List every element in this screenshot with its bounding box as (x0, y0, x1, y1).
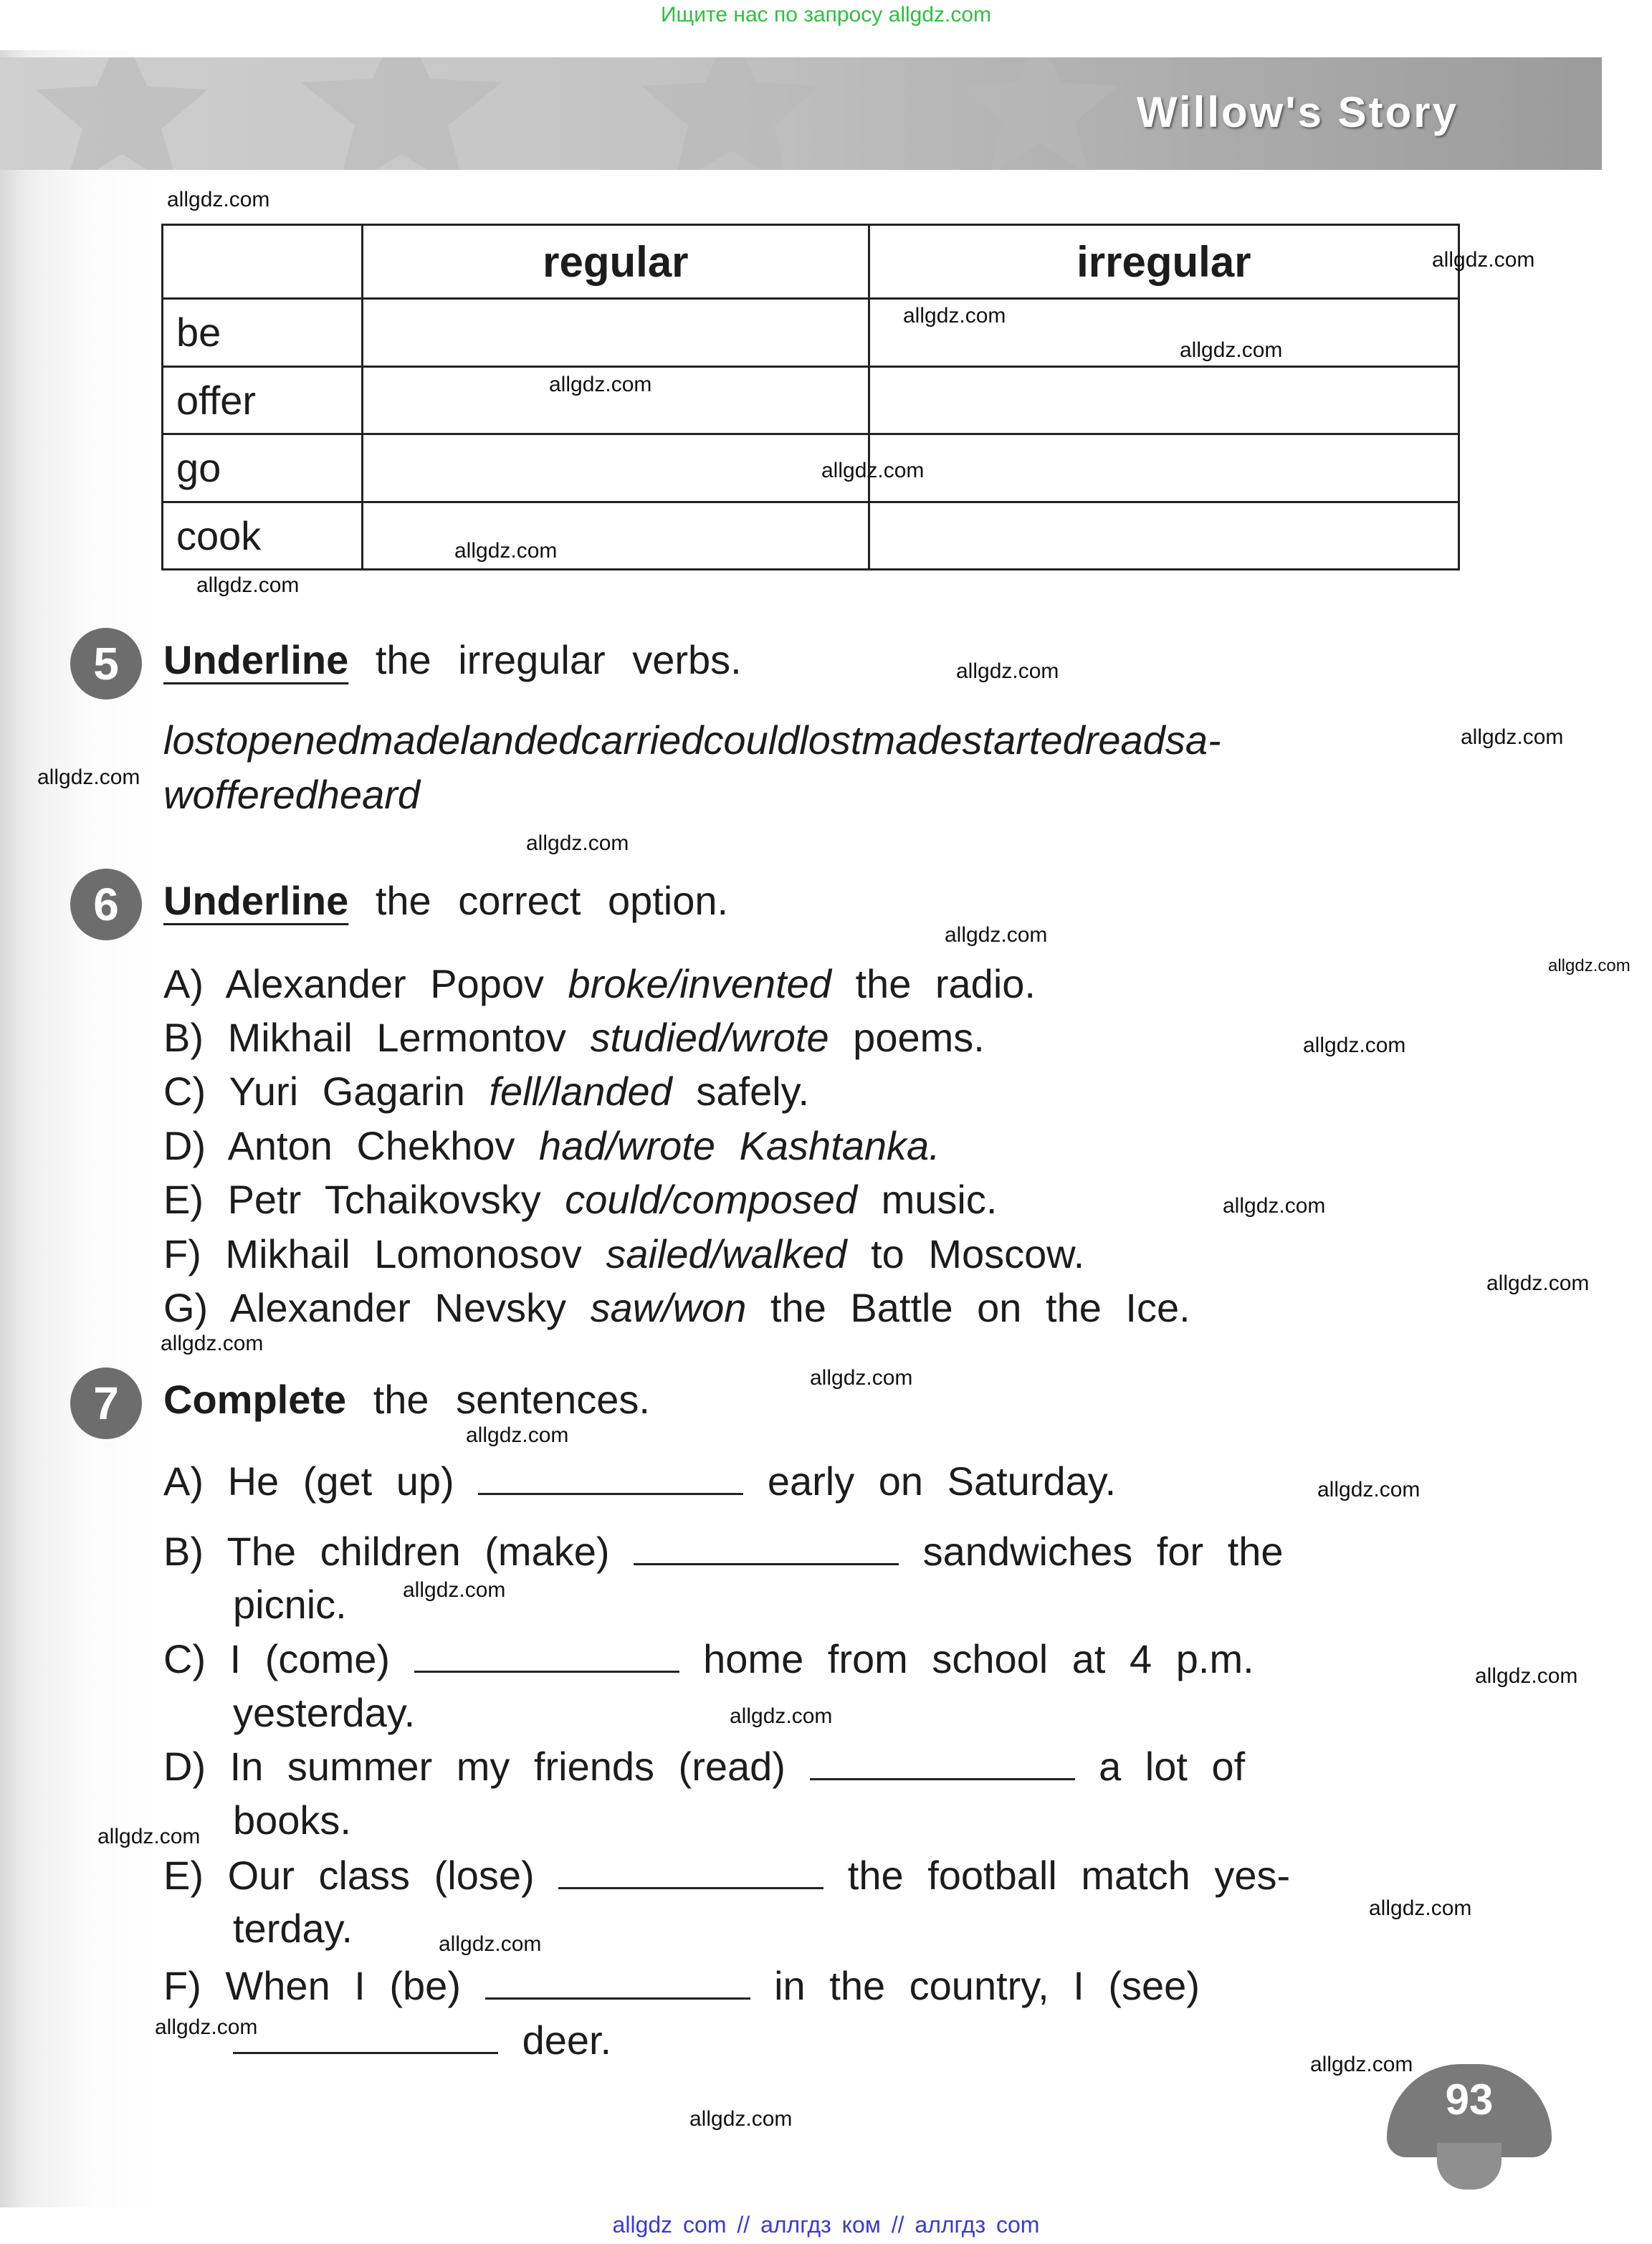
item-after: the football match yes- (847, 1853, 1291, 1898)
item-letter: C) (163, 1069, 206, 1114)
table-verb-cell: be (163, 299, 363, 367)
task-7-item-d (163, 1743, 1245, 1790)
item-letter: C) (163, 1636, 206, 1681)
table-header-irregular: irregular (869, 225, 1458, 299)
item-letter: A) (163, 961, 204, 1006)
item-after: home from school at 4 p.m. (703, 1636, 1254, 1681)
watermark: allgdz.com (730, 1704, 833, 1728)
item-letter: G) (163, 1285, 209, 1330)
item-after: in the country, I (see) (774, 1963, 1200, 2008)
irregular-answer-cell[interactable] (869, 434, 1458, 502)
footer-link[interactable]: allgdz com // аллгдз ком // аллгдз com (612, 2212, 1040, 2238)
answer-blank[interactable] (634, 1534, 899, 1565)
item-letter: A) (163, 1458, 204, 1504)
task-5-letter-chain-line-1[interactable]: lostopenedmadelandedcarriedcouldlostmadestartedreadsa- (163, 717, 1221, 763)
task-5-letter-chain-line-2[interactable]: wofferedheard (163, 772, 421, 817)
regular-answer-cell[interactable] (363, 434, 869, 502)
table-row (163, 502, 1459, 570)
item-tail: safely. (696, 1069, 810, 1114)
item-letter: D) (163, 1744, 206, 1789)
watermark: allgdz.com (689, 2107, 793, 2131)
item-before: He (get up) (227, 1458, 454, 1504)
watermark: allgdz.com (1548, 956, 1630, 975)
answer-blank[interactable] (478, 1464, 743, 1495)
item-options[interactable]: saw/won (590, 1285, 747, 1330)
watermark: allgdz.com (945, 923, 1048, 947)
task-7-item-c (163, 1636, 1254, 1682)
answer-blank[interactable] (558, 1858, 823, 1889)
watermark: allgdz.com (1486, 1271, 1590, 1295)
task-5-keyword: Underline (163, 637, 349, 682)
task-6-item (163, 1231, 1084, 1277)
task-7-item-d-continuation: books. (233, 1797, 351, 1843)
item-options[interactable]: broke/invented (568, 961, 831, 1006)
table-row (163, 434, 1459, 502)
item-before: I (come) (229, 1636, 391, 1681)
watermark: allgdz.com (1180, 338, 1283, 362)
task-6-instruction-text: the correct option. (375, 878, 729, 923)
task-7-number: 7 (70, 1367, 142, 1439)
item-after: early on Saturday. (767, 1458, 1117, 1504)
table-verb-cell: cook (163, 502, 363, 570)
task-6-item (163, 1068, 809, 1114)
watermark: allgdz.com (37, 765, 140, 789)
item-after: a lot of (1099, 1744, 1246, 1789)
task-6-instruction (163, 877, 728, 924)
watermark: allgdz.com (956, 659, 1059, 683)
top-banner-link[interactable]: Ищите нас по запросу allgdz.com (660, 3, 992, 27)
task-7-item-a (163, 1458, 1116, 1504)
item-options[interactable]: sailed/walked (606, 1231, 847, 1276)
watermark: allgdz.com (903, 304, 1006, 328)
item-options[interactable]: studied/wrote (590, 1015, 829, 1060)
watermark: allgdz.com (1461, 725, 1564, 749)
task-5-number: 5 (70, 628, 142, 700)
item-tail: the Battle on the Ice. (770, 1285, 1190, 1330)
item-tail: poems. (853, 1015, 985, 1060)
task-6-item (163, 1284, 1190, 1331)
task-6-item (163, 960, 1036, 1007)
watermark: allgdz.com (821, 459, 925, 482)
item-after: sandwiches for the (922, 1529, 1284, 1574)
task-6-keyword: Underline (163, 878, 349, 923)
answer-blank[interactable] (485, 1969, 750, 2000)
task-6-item (163, 1014, 985, 1061)
header-title: Willow's Story (1136, 88, 1458, 136)
watermark: allgdz.com (810, 1366, 913, 1390)
table-header-empty (163, 225, 363, 299)
watermark: allgdz.com (1303, 1033, 1406, 1057)
watermark: allgdz.com (167, 188, 270, 211)
item-letter: F) (163, 1963, 201, 2008)
watermark: allgdz.com (549, 373, 652, 396)
table-verb-cell: offer (163, 366, 363, 434)
watermark: allgdz.com (1432, 248, 1535, 272)
watermark: allgdz.com (1369, 1896, 1472, 1920)
watermark: allgdz.com (1475, 1664, 1578, 1688)
table-verb-cell: go (163, 434, 363, 502)
task-7-instruction (163, 1376, 650, 1423)
answer-blank[interactable] (233, 2023, 498, 2054)
task-7-keyword: Complete (163, 1377, 347, 1422)
item-after: deer. (522, 2018, 612, 2063)
verbs-table (161, 224, 1460, 570)
task-7-item-f-continuation (233, 2017, 611, 2063)
item-letter: B) (163, 1529, 204, 1574)
item-subject: Alexander Popov (225, 961, 544, 1006)
item-before: In summer my friends (read) (229, 1744, 786, 1789)
item-letter: E) (163, 1853, 204, 1898)
item-options[interactable]: had/wrote (539, 1123, 715, 1168)
item-subject: Alexander Nevsky (229, 1285, 566, 1330)
table-row (163, 366, 1459, 434)
task-7-item-b (163, 1528, 1284, 1575)
item-letter: D) (163, 1123, 206, 1168)
task-6-item (163, 1176, 997, 1223)
task-7-item-f (163, 1962, 1200, 2009)
task-7-item-b-continuation: picnic. (233, 1582, 347, 1627)
page-number: 93 (1445, 2076, 1494, 2124)
watermark: allgdz.com (439, 1932, 542, 1956)
table-header-regular: regular (363, 225, 869, 299)
task-6-number: 6 (70, 869, 142, 940)
irregular-answer-cell[interactable] (869, 366, 1458, 434)
item-before: When I (be) (225, 1963, 461, 2008)
task-7-item-c-continuation: yesterday. (233, 1690, 416, 1735)
item-tail: music. (881, 1177, 998, 1222)
item-subject: Yuri Gagarin (229, 1069, 465, 1114)
irregular-answer-cell[interactable] (869, 502, 1458, 570)
watermark: allgdz.com (161, 1332, 264, 1355)
regular-answer-cell[interactable] (363, 502, 869, 570)
watermark: allgdz.com (403, 1578, 506, 1602)
item-tail: the radio. (855, 961, 1036, 1006)
watermark: allgdz.com (196, 573, 300, 597)
item-subject: Anton Chekhov (227, 1123, 515, 1168)
watermark: allgdz.com (1310, 2053, 1413, 2076)
item-before: Our class (lose) (227, 1853, 535, 1898)
item-subject: Mikhail Lermontov (227, 1015, 566, 1060)
watermark: allgdz.com (1223, 1194, 1326, 1218)
item-before: The children (make) (226, 1529, 610, 1574)
item-options[interactable]: could/composed (565, 1177, 858, 1222)
task-5-instruction-text: the irregular verbs. (375, 637, 742, 682)
answer-blank[interactable] (810, 1749, 1075, 1780)
item-letter: E) (163, 1177, 204, 1222)
regular-answer-cell[interactable] (363, 299, 869, 367)
task-7-instruction-text: the sentences. (373, 1377, 650, 1422)
header-bar (0, 57, 1602, 170)
task-7-item-e-continuation: terday. (233, 1906, 353, 1951)
item-options[interactable]: fell/landed (489, 1069, 672, 1114)
watermark: allgdz.com (526, 831, 629, 855)
item-tail: Kashtanka. (739, 1123, 940, 1168)
watermark: allgdz.com (1317, 1478, 1421, 1501)
watermark: allgdz.com (454, 539, 558, 563)
task-6-item (163, 1122, 940, 1169)
task-7-item-e (163, 1852, 1290, 1899)
item-subject: Mikhail Lomonosov (225, 1231, 582, 1276)
item-subject: Petr Tchaikovsky (227, 1177, 541, 1222)
item-letter: B) (163, 1015, 204, 1060)
watermark: allgdz.com (97, 1825, 201, 1848)
item-letter: F) (163, 1231, 201, 1276)
watermark: allgdz.com (466, 1423, 569, 1447)
watermark: allgdz.com (155, 2015, 258, 2039)
answer-blank[interactable] (414, 1642, 679, 1673)
item-tail: to Moscow. (871, 1231, 1085, 1276)
task-5-instruction (163, 636, 742, 683)
